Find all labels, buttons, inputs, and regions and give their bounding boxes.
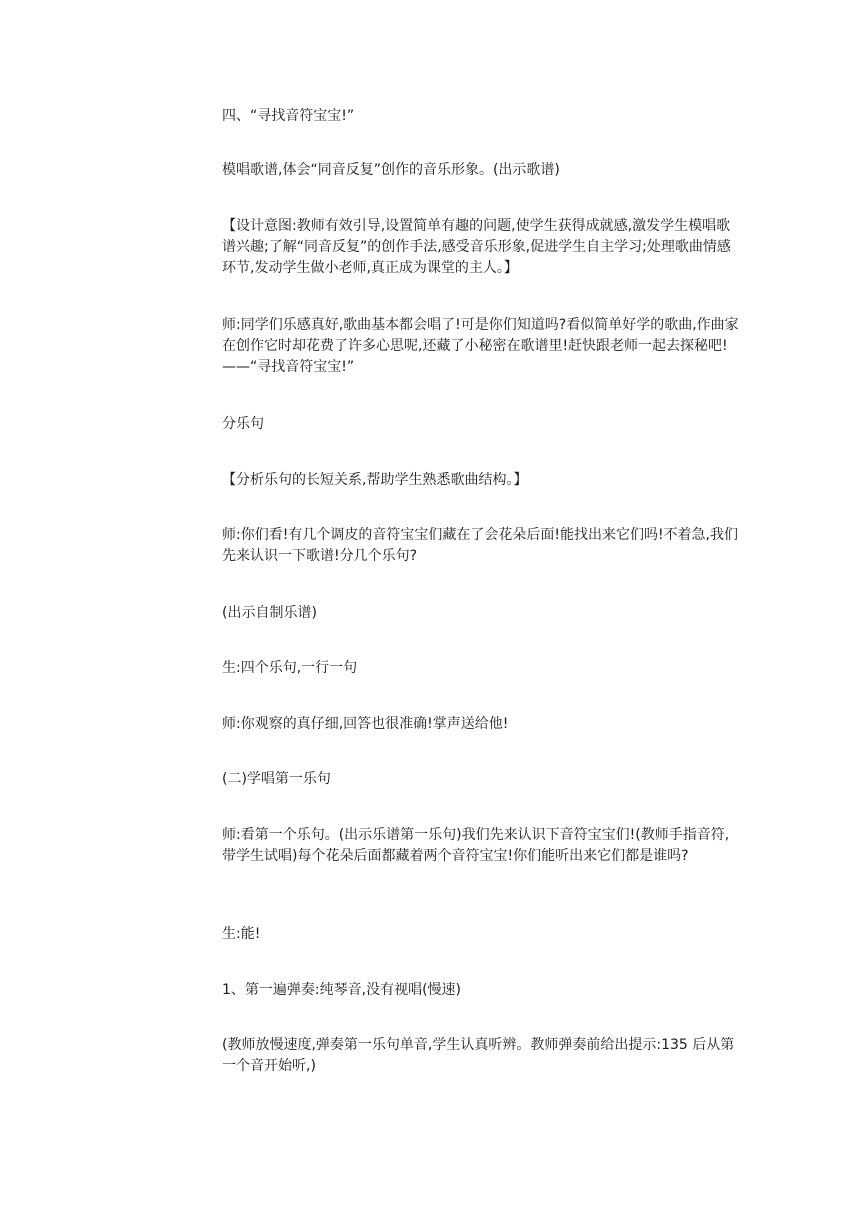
subheading: 分乐句 xyxy=(222,416,264,432)
subheading: (二)学唱第一乐句 xyxy=(222,771,331,787)
paragraph: 师:看第一个乐句。(出示乐谱第一乐句)我们先来认识下音符宝宝们!(教师手指音符,带学生试唱)每个花朵后面都藏着两个音符宝宝!你们能听出来它们都是谁吗? xyxy=(222,827,730,864)
paragraph: 师:你观察的真仔细,回答也很准确!掌声送给他! xyxy=(222,716,509,732)
paragraph: 生:能! xyxy=(222,926,261,942)
paragraph: 模唱歌谱,体会“同音反复”创作的音乐形象。(出示歌谱) xyxy=(222,162,560,178)
list-item: 1、第一遍弹奏:纯琴音,没有视唱(慢速) xyxy=(222,982,461,998)
design-intent-note: 【设计意图:教师有效引导,设置简单有趣的问题,使学生获得成就感,激发学生模唱歌谱兴趣;了解“同音反复”的创作手法,感受音乐形象,促进学生自主学习;处理歌曲情感环节,发动学生做小老师,真正成为课堂的主人。】 xyxy=(222,218,731,276)
section-heading: 四、“寻找音符宝宝!” xyxy=(222,108,355,124)
analysis-note: 【分析乐句的长短关系,帮助学生熟悉歌曲结构。】 xyxy=(222,472,528,488)
paragraph: (出示自制乐谱) xyxy=(222,605,317,621)
paragraph: 师:你们看!有几个调皮的音符宝宝们藏在了会花朵后面!能找出来它们吗!不着急,我们先来认识一下歌谱!分几个乐句? xyxy=(222,527,739,564)
paragraph: (教师放慢速度,弹奏第一乐句单音,学生认真听辨。教师弹奏前给出提示:135 后从第一个音开始听,) xyxy=(222,1037,735,1074)
paragraph: 师:同学们乐感真好,歌曲基本都会唱了!可是你们知道吗?看似简单好学的歌曲,作曲家在创作它时却花费了许多心思呢,还藏了小秘密在歌谱里!赶快跟老师一起去探秘吧!——“寻找音符宝宝!” xyxy=(222,317,739,375)
paragraph: 生:四个乐句,一行一句 xyxy=(222,660,358,676)
